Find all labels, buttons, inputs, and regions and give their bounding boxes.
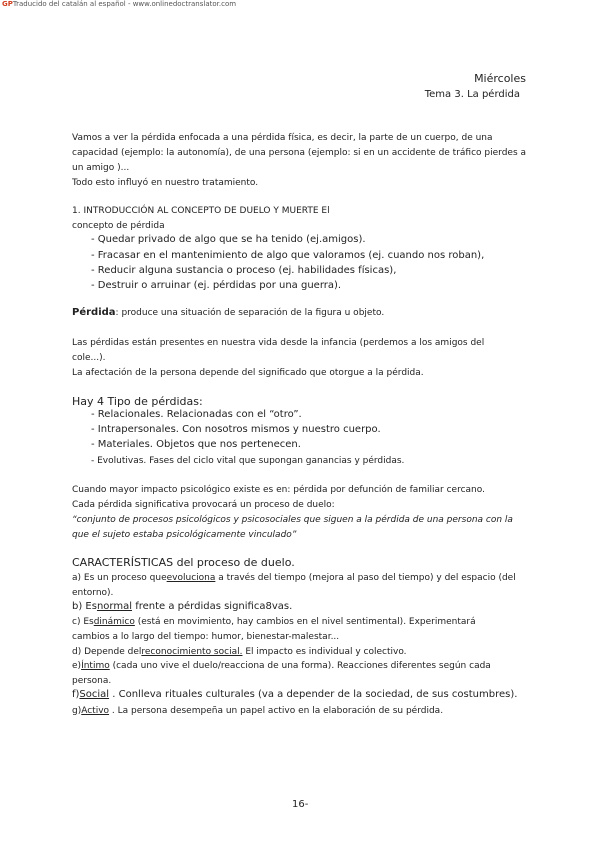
translator-banner <box>2 0 236 8</box>
characteristic-text: . La persona desempeña un papel activo en la elaboración de su pérdida. <box>109 706 444 716</box>
characteristic-text: (cada uno vive el duelo/reacciona de una forma). Reacciones diferentes según cada <box>109 661 491 671</box>
intro-line: capacidad (ejemplo: la autonomía), de una persona (ejemplo: si en un accidente de tráfico pierdes a <box>72 148 527 158</box>
definition-text: : produce una situación de separación de la figura u objeto. <box>115 308 385 318</box>
characteristic-d <box>72 647 407 657</box>
quote-line: que el sujeto estaba psicológicamente vinculado” <box>72 530 297 540</box>
loss-type-item: - Relacionales. Relacionadas con el “otro”. <box>91 409 302 420</box>
loss-type-item: - Evolutivas. Fases del ciclo vital que supongan ganancias y pérdidas. <box>91 456 405 466</box>
characteristic-text: e) <box>72 661 82 671</box>
characteristic-e <box>72 661 491 671</box>
characteristic-a-cont: entorno). <box>72 588 114 598</box>
characteristic-g <box>72 706 443 716</box>
characteristic-text: El impacto es individual y colectivo. <box>242 647 407 657</box>
presence-line: Las pérdidas están presentes en nuestra vida desde la infancia (perdemos a los amigos del <box>72 338 485 348</box>
characteristic-text: c) Es <box>72 617 94 627</box>
characteristic-text: a través del tiempo (mejora al paso del tiempo) y del espacio (del <box>215 573 516 583</box>
header-day: Miércoles <box>474 72 526 85</box>
impact-line: Cuando mayor impacto psicológico existe es en: pérdida por defunción de familiar cercano. <box>72 485 485 495</box>
characteristic-text: frente a pérdidas significa8vas. <box>132 601 293 612</box>
characteristic-a <box>72 573 516 583</box>
characteristic-keyword: evoluciona <box>166 573 216 583</box>
loss-concept-item: - Reducir alguna sustancia o proceso (ej. habilidades físicas), <box>91 265 397 276</box>
types-heading: Hay 4 Tipo de pérdidas: <box>72 395 203 408</box>
loss-type-item: - Materiales. Objetos que nos pertenecen. <box>91 439 301 450</box>
intro-line: un amigo )... <box>72 163 130 173</box>
section-heading: 1. INTRODUCCIÓN AL CONCEPTO DE DUELO Y MUERTE El <box>72 206 330 216</box>
characteristic-text: b) Es <box>72 601 97 612</box>
characteristic-text: (está en movimiento, hay cambios en el nivel sentimental). Experimentará <box>134 617 476 627</box>
intro-line: Todo esto influyó en nuestro tratamiento. <box>72 178 259 188</box>
translator-logo-mark: GP <box>2 0 13 8</box>
page-number: 16- <box>292 799 309 810</box>
impact-line: Cada pérdida significativa provocará un proceso de duelo: <box>72 500 335 510</box>
characteristic-keyword: dinámico <box>93 617 135 627</box>
characteristic-keyword: Activo <box>81 706 110 716</box>
characteristic-e-cont: persona. <box>72 676 112 686</box>
characteristic-text: f) <box>72 689 80 700</box>
characteristics-heading: CARACTERÍSTICAS del proceso de duelo. <box>72 556 295 569</box>
loss-concept-item: - Quedar privado de algo que se ha tenido (ej.amigos). <box>91 234 366 245</box>
section-subheading: concepto de pérdida <box>72 221 165 231</box>
loss-concept-item: - Destruir o arruinar (ej. pérdidas por una guerra). <box>91 280 342 291</box>
presence-line: La afectación de la persona depende del significado que otorgue a la pérdida. <box>72 368 424 378</box>
characteristic-keyword: reconocimiento social. <box>141 647 243 657</box>
definition-term: Pérdida <box>72 307 116 318</box>
characteristic-text: . Conlleva rituales culturales (va a depender de la sociedad, de sus costumbres). <box>109 689 518 700</box>
translator-banner-text: Traducido del catalán al español - www.onlinedoctranslator.com <box>12 0 237 8</box>
characteristic-keyword: Íntimo <box>81 661 110 671</box>
quote-line: “conjunto de procesos psicológicos y psicosociales que siguen a la pérdida de una persona con la <box>72 515 513 525</box>
characteristic-b <box>72 601 292 612</box>
characteristic-keyword: normal <box>96 601 133 612</box>
intro-line: Vamos a ver la pérdida enfocada a una pérdida física, es decir, la parte de un cuerpo, de una <box>72 133 493 143</box>
characteristic-keyword: Social <box>79 689 110 700</box>
characteristic-c <box>72 617 476 627</box>
characteristic-text: d) Depende del <box>72 647 142 657</box>
characteristic-text: a) Es un proceso que <box>72 573 167 583</box>
characteristic-f <box>72 689 517 700</box>
definition <box>72 307 384 318</box>
loss-type-item: - Intrapersonales. Con nosotros mismos y nuestro cuerpo. <box>91 424 381 435</box>
characteristic-text: g) <box>72 706 82 716</box>
header-topic: Tema 3. La pérdida <box>424 89 520 100</box>
characteristic-c-cont: cambios a lo largo del tiempo: humor, bienestar-malestar... <box>72 632 340 642</box>
loss-concept-item: - Fracasar en el mantenimiento de algo que valoramos (ej. cuando nos roban), <box>91 250 485 261</box>
presence-line: cole...). <box>72 353 106 363</box>
